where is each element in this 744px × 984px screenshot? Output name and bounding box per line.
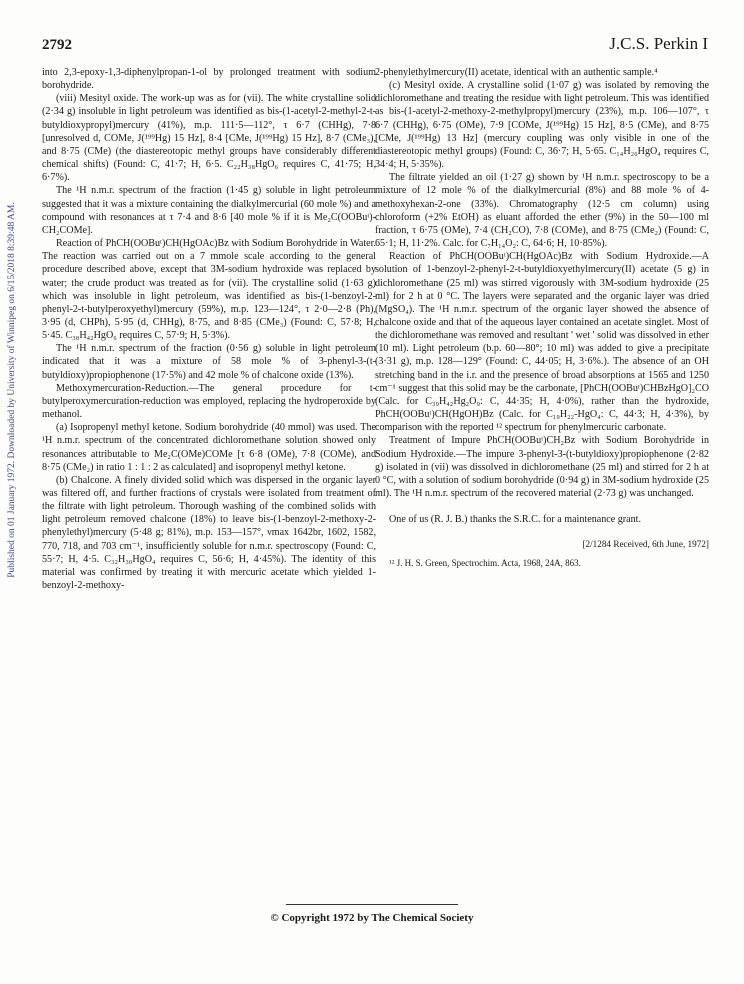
acknowledgement: One of us (R. J. B.) thanks the S.R.C. for a maintenance grant. bbox=[389, 514, 642, 526]
footer-rule bbox=[286, 904, 458, 905]
paragraph: into 2,3-epoxy-1,3-diphenylpropan-1-ol by prolonged treatment with sodium borohydride. bbox=[42, 67, 376, 92]
left-column bbox=[42, 66, 376, 592]
paragraph: 2-phenylethylmercury(II) acetate, identical with an authentic sample.⁴ bbox=[375, 67, 658, 78]
paragraph: (c) Mesityl oxide. A crystalline solid (1·07 g) was isolated by removing the dichloromethane and treating the residue with light petroleum. This was identified as bis-(1-acetyl-2-methoxy-2-methylpropyl)mercury (23%), m.p. 106—107°, τ 6·7 (CHHg), 6·75 (OMe), 7·9 [COMe, J(¹⁹⁹Hg) 15 Hz], 8·5 (CMe), and 8·75 [CMe, J(¹⁹⁹Hg) 13 Hz] (mercury coupling was only visible in one of the diastereotopic methyl groups) (Found: C, 36·7; H, 5·65. C₁₄H₂₆HgO₄ requires C, 34·4; H, 5·35%). bbox=[375, 80, 709, 171]
paragraph: The ¹H n.m.r. spectrum of the fraction (0·56 g) soluble in light petroleum indicated that it was a mixture of 58 mole % of 3-phenyl-3-(t-butyldioxy)propiophenone (17·5%) and 42 mole % of chalcone oxide (13%). bbox=[42, 343, 376, 381]
paragraph: Treatment of Impure PhCH(OOBuᵗ)CH₂Bz with Sodium Borohydride in Sodium Hydroxide.—The impure 3-phenyl-3-(t-butyldioxy)propiophenone (2·82 g) isolated in (vii) was dissolved in dichloromethane (25 ml) and stirred for 2 h at 0 °C, with a solution of sodium borohydride (0·94 g) in 3M-sodium hydroxide (25 ml). The ¹H n.m.r. spectrum of the recovered material (2·73 g) was unchanged. bbox=[375, 435, 709, 499]
side-note-text: Published on 01 January 1972. Downloaded by University of Winnipeg on 6/15/2018 8:39:48 AM. bbox=[7, 202, 17, 578]
copyright: © Copyright 1972 by The Chemical Society bbox=[270, 912, 474, 924]
paragraph: The ¹H n.m.r. spectrum of the fraction (1·45 g) soluble in light petroleum suggested that it was a mixture containing the dialkylmercurial (60 mole %) and a compound with resonances at τ 7·4 and 8·6 [40 mole % if it is Me₂C(OOBuᵗ)-CH₂COMe]. bbox=[42, 185, 376, 236]
paragraph: The filtrate yielded an oil (1·27 g) shown by ¹H n.m.r. spectroscopy to be a mixture of 12 mole % of the dialkylmercurial (8%) and 88 mole % of 4-methoxyhexan-2-one (33%). Chromatography (12·5 cm column) using chloroform (+2% EtOH) as eluant afforded the ether (9%) in the 50—100 ml fraction, τ 6·75 (OMe), 7·4 (CH₂CO), 7·8 (COMe), and 8·75 (CMe₂) (Found: C, 65·1; H, 11·2%. Calc. for C₇H₁₄O₂: C, 64·6; H, 10·85%). bbox=[375, 172, 709, 250]
journal-name: J.C.S. Perkin I bbox=[609, 34, 708, 53]
received-line: [2/1284 Received, 6th June, 1972] bbox=[582, 539, 709, 550]
reference: ¹² J. H. S. Green, Spectrochim. Acta, 1968, 24A, 863. bbox=[389, 558, 581, 569]
paragraph: (b) Chalcone. A finely divided solid which was dispersed in the organic layer was filtered off, and further fractions of crystals were isolated from treatment of the filtrate with light petroleum. Thorough washing of the combined solids with light petroleum removed chalcone (18%) to leave bis-(1-benzoyl-2-methoxy-2-phenylethyl)mercury (5·48 g; 81%), m.p. 153—157°, νmax 1642br, 1602, 1582, 770, 718, and 703 cm⁻¹, insufficiently soluble for n.m.r. spectroscopy (Found: C, 55·7; H, 4·5. C₃₂H₃₀HgO₄ requires C, 56·6; H, 4·45%). The identity of this material was confirmed by treating it with mercuric acetate which yielded 1-benzoyl-2-methoxy- bbox=[42, 474, 376, 592]
paragraph: Methoxymercuration-Reduction.—The general procedure for t-butylperoxymercuration-reduction was employed, replacing the hydroperoxide by methanol. bbox=[42, 382, 376, 421]
right-column bbox=[375, 66, 709, 569]
side-note bbox=[2, 150, 22, 630]
paragraph: Reaction of PhCH(OOBuᵗ)CH(HgOAc)Bz with Sodium Hydroxide.—A solution of 1-benzoyl-2-phenyl-2-t-butyldioxyethylmercury(II) acetate (5 g) in dichloromethane (25 ml) was stirred vigorously with 3M-sodium hydroxide (25 ml) for 2 h at 0 °C. The layers were separated and the organic layer was dried (MgSO₄). The ¹H n.m.r. spectrum of the organic layer showed the absence of chalcone oxide and that of the aqueous layer contained an acetate singlet. Most of the dichloromethane was removed and resultant ' wet ' solid was dissolved in ether (10 ml). Light petroleum (b.p. 60—80°; 10 ml) was added to give a precipitate (3·31 g), m.p. 128—129° (Found: C, 44·05; H, 3·6%.). The absence of an OH stretching band in the i.r. and the presence of broad absorptions at 1565 and 1250 cm⁻¹ suggest that this solid may be the carbonate, [PhCH(OOBuᵗ)CHBzHgO]₂CO (Calc. for C₃₉H₄₂Hg₂O₉: C, 44·35; H, 4·0%), rather than the hydroxide, PhCH(OOBuᵗ)CH(HgOH)Bz (Calc. for C₁₉H₂₂-HgO₄: C, 44·3; H, 4·3%), by comparison with the reported ¹² spectrum for phenylmercuric carbonate. bbox=[375, 251, 709, 434]
paragraph: Reaction of PhCH(OOBuᵗ)CH(HgOAc)Bz with Sodium Borohydride in Water. The reaction was carried out on a 7 mmole scale according to the general procedure described above, except that 3M-sodium hydroxide was replaced by water; the crude product was treated as for (vii). The crystalline solid (1·63 g) which was insoluble in light petroleum, was identified as bis-(1-benzoyl-2-phenyl-2-t-butylperoxyethyl)mercury (59%), m.p. 123—124°, τ 2·0—2·8 (Ph), 3·95 (d, CHPh), 5·95 (d, CHHg), 8·75, and 8·85 (CMe₃) (Found: C, 57·8; H, 5·45. C₃₈H₄₂HgO₆ requires C, 57·9; H, 5·3%). bbox=[42, 238, 376, 342]
page-number: 2792 bbox=[42, 37, 72, 53]
paragraph: (viii) Mesityl oxide. The work-up was as for (vii). The white crystalline solid (2·34 g) insoluble in light petroleum was identified as bis-(1-acetyl-2-methyl-2-t-butyldioxypropyl)mercury (41%), m.p. 111·5—112°, τ 6·7 (CHHg), 7·8 [unresolved d, COMe, J(¹⁹⁹Hg) 15 Hz], 8·4 [CMe, J(¹⁹⁹Hg) 15 Hz], 8·7 (CMe₃), and 8·75 (CMe) (the diastereotopic methyl groups have considerably different chemical shifts) (Found: C, 41·7; H, 6·5. C₂₂H₃₈HgO₆ requires C, 41·75; H, 6·7%). bbox=[42, 93, 376, 184]
paragraph: (a) Isopropenyl methyl ketone. Sodium borohydride (40 mmol) was used. The ¹H n.m.r. spectrum of the concentrated dichloromethane solution showed only resonances attributable to Me₂C(OMe)COMe [τ 6·8 (OMe), 7·8 (COMe), and 8·75 (CMe₂) in ratio 1 : 1 : 2 as calculated] and isopropenyl methyl ketone. bbox=[42, 422, 376, 473]
